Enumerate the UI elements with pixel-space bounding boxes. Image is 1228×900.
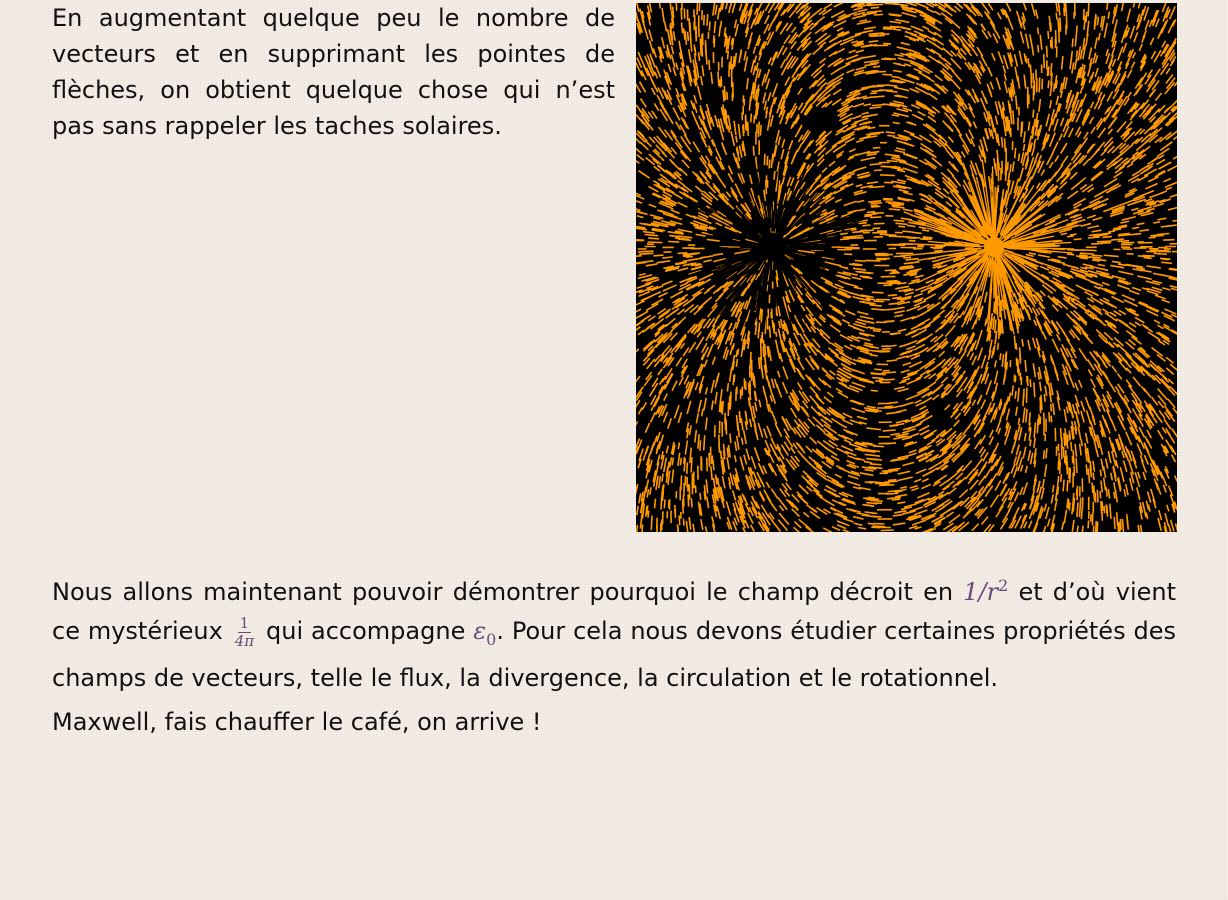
closing-text: Maxwell, fais chauffer le café, on arrive !: [52, 708, 542, 736]
field-lines-image: [636, 3, 1177, 532]
epsilon-subscript: 0: [486, 629, 497, 649]
epsilon-zero: [473, 617, 497, 649]
fraction-denominator: 4π: [234, 631, 255, 650]
exponent-two: 2: [998, 576, 1009, 595]
epsilon-symbol: ε: [473, 617, 487, 645]
p1-part-a: Nous allons maintenant pouvoir démontrer pourquoi le champ décroit en: [52, 578, 954, 606]
intro-text: En augmentant quelque peu le nombre de vecteurs et en supprimant les pointes de flèches, on obtient quelque chose qui n’est pas sans rappeler les taches solaires.: [52, 4, 615, 140]
fraction-numerator: 1: [239, 613, 250, 632]
p1-part-c: qui accompagne: [266, 617, 466, 645]
closing-paragraph: [52, 704, 1176, 740]
p1-part-b: et d’où vient ce mystérieux: [52, 578, 1176, 645]
intro-paragraph: [52, 0, 615, 144]
charge-negative-center: [759, 233, 787, 261]
one-over-r-text: 1/r: [963, 578, 999, 606]
charge-positive-center: [984, 237, 1004, 257]
one-over-r-squared: [963, 578, 1008, 606]
field-lines-figure: [636, 3, 1177, 532]
main-paragraph: [52, 566, 1176, 698]
p1-part-d: . Pour cela nous devons étudier certaines propriétés des champs de vecteurs, telle le flux, la divergence, la circulation et le rotationnel.: [52, 617, 1176, 692]
fraction-one-over-four-pi: [233, 615, 256, 650]
